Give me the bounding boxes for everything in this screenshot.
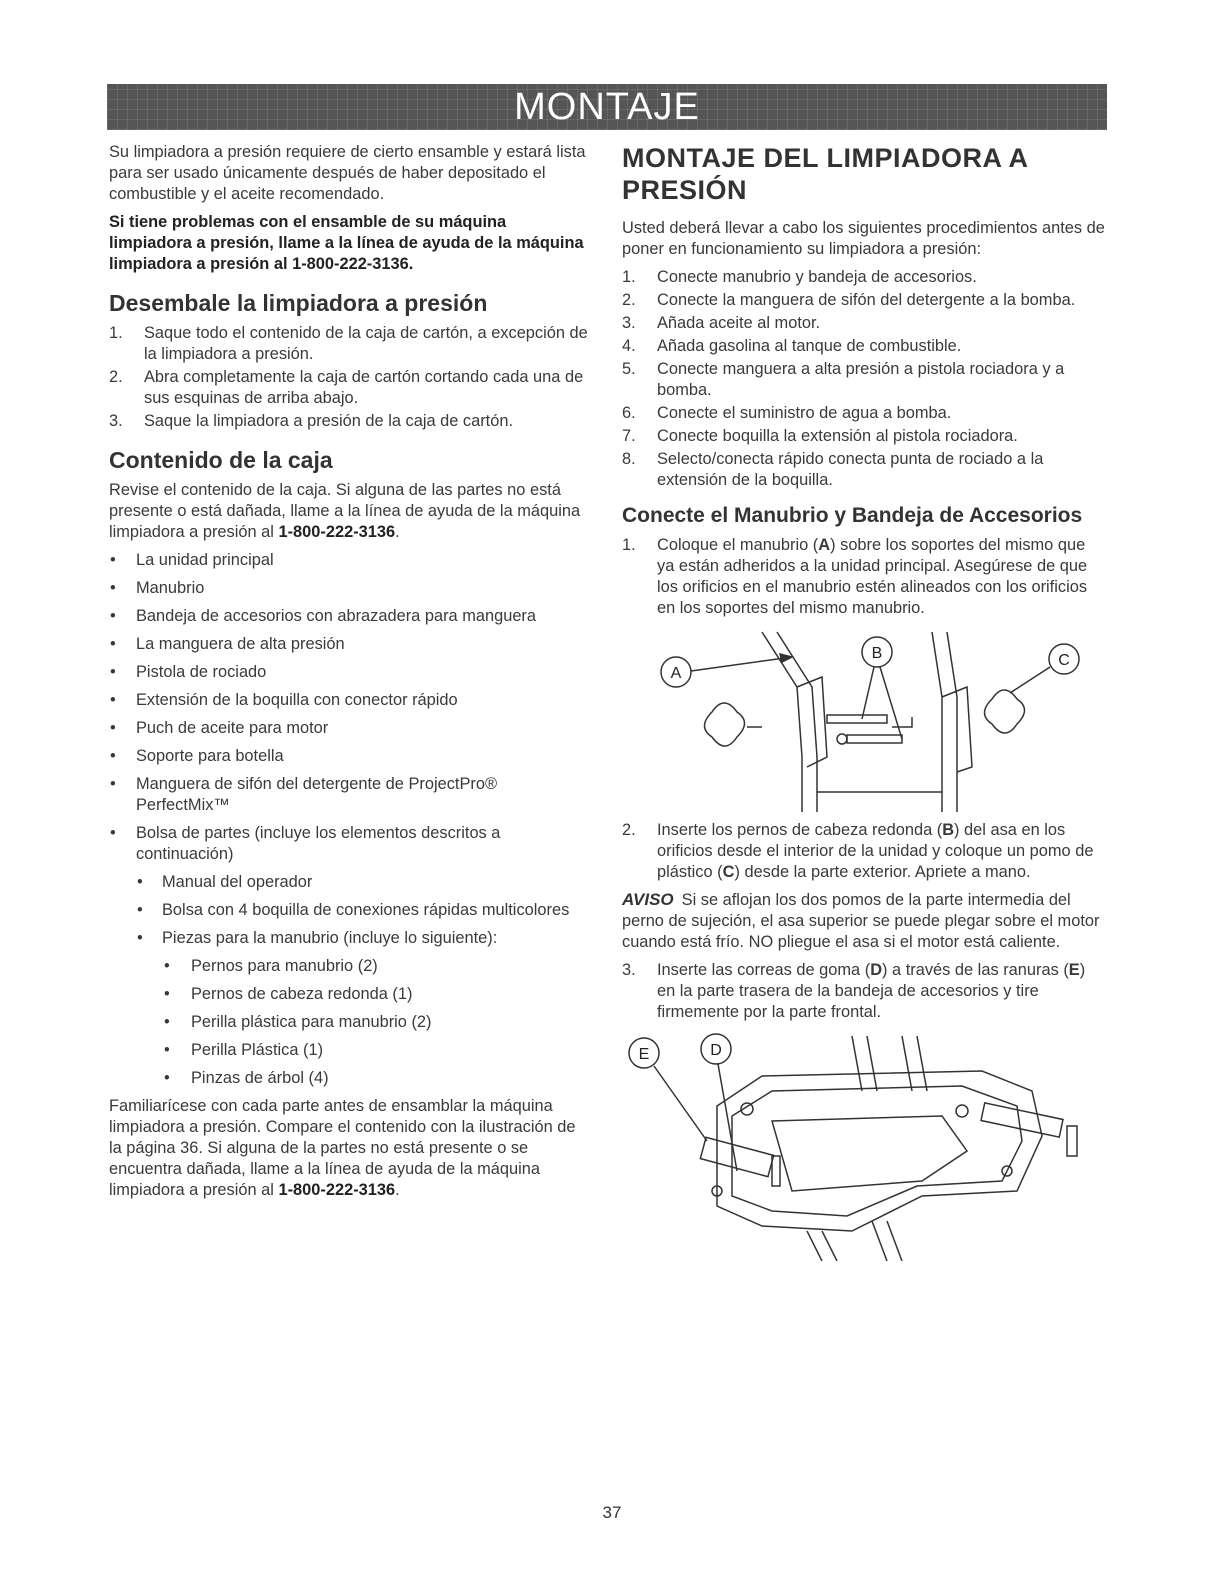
callout-c: C — [1058, 652, 1070, 669]
step-number: 2. — [109, 368, 123, 386]
contents-list — [109, 550, 589, 865]
list-item — [622, 426, 1107, 447]
list-item: • Piezas para la manubrio (incluye lo siguiente): — [109, 928, 589, 949]
section-banner — [107, 84, 1107, 130]
list-item — [622, 820, 1107, 883]
banner-title: MONTAJE — [514, 86, 700, 128]
list-item — [622, 313, 1107, 334]
step-text: Añada aceite al motor. — [657, 314, 821, 332]
list-item: • La unidad principal — [109, 550, 589, 571]
step-number: 3. — [109, 412, 123, 430]
unpack-heading: Desembale la limpiadora a presión — [109, 290, 488, 316]
step-number: 8. — [622, 450, 636, 468]
list-item — [622, 449, 1107, 491]
ref-label: E — [1068, 961, 1080, 979]
contents-intro — [109, 480, 589, 543]
list-item — [622, 359, 1107, 401]
step-text: Abra completamente la caja de cartón cortando cada una de sus esquinas de arriba abajo. — [144, 368, 584, 407]
step-text: Saque todo el contenido de la caja de cartón, a excepción de la limpiadora a presión. — [144, 324, 588, 363]
list-item — [622, 290, 1107, 311]
right-column — [622, 142, 1107, 1269]
assembly-steps — [622, 267, 1107, 491]
contents-intro-text: Revise el contenido de la caja. Si alguna de las partes no está presente o está dañada, llame a la línea de ayuda de la máquina limpiadora a presión al — [109, 481, 581, 541]
step-number: 5. — [622, 360, 636, 378]
step-text: Inserte las correas de goma ( — [657, 961, 871, 979]
list-item: • Manubrio — [109, 578, 589, 599]
step-number: 2. — [622, 821, 636, 839]
handle-steps-2 — [622, 820, 1107, 883]
list-item: • Pernos de cabeza redonda (1) — [109, 984, 589, 1005]
aviso-label: AVISO — [622, 890, 674, 909]
callout-d: D — [710, 1042, 722, 1059]
step-number: 3. — [622, 314, 636, 332]
step-text: Saque la limpiadora a presión de la caja de cartón. — [144, 412, 514, 430]
aviso-text: Si se aflojan los dos pomos de la parte intermedia del perno de sujeción, el asa superior se puede plegar sobre el motor cuando está frío. NO pliegue el asa si el motor está caliente. — [622, 891, 1100, 951]
step-number: 2. — [622, 291, 636, 309]
callout-e: E — [638, 1046, 650, 1063]
assembly-heading: MONTAJE DEL LIMPIADORA A PRESIÓN — [622, 143, 1028, 205]
list-item — [622, 960, 1107, 1023]
handle-steps-3 — [622, 960, 1107, 1023]
closing-paragraph — [109, 1096, 589, 1201]
step-text: Inserte los pernos de cabeza redonda ( — [657, 821, 943, 839]
list-item: • Bolsa con 4 boquilla de conexiones rápidas multicolores — [109, 900, 589, 921]
ref-label: C — [722, 863, 735, 881]
list-item: • Pinzas de árbol (4) — [109, 1068, 589, 1089]
step-text: Conecte manubrio y bandeja de accesorios. — [657, 268, 977, 286]
step-number: 1. — [109, 324, 123, 342]
list-item — [109, 323, 589, 365]
step-text: Selecto/conecta rápido conecta punta de rociado a la extensión de la boquilla. — [657, 450, 1044, 489]
list-item — [622, 336, 1107, 357]
list-item — [622, 403, 1107, 424]
handle-assembly-figure — [622, 627, 1092, 812]
handle-heading: Conecte el Manubrio y Bandeja de Accesorios — [622, 504, 1083, 527]
list-item: • Extensión de la boquilla con conector rápido — [109, 690, 589, 711]
tray-assembly-figure — [622, 1031, 1092, 1261]
unpack-steps — [109, 323, 589, 432]
phone-number: 1-800-222-3136 — [278, 1181, 396, 1199]
page-number: 37 — [602, 1503, 622, 1522]
list-item: • La manguera de alta presión — [109, 634, 589, 655]
aviso-note — [622, 889, 1107, 953]
contents-heading: Contenido de la caja — [109, 447, 333, 473]
parts-bag-list — [109, 872, 589, 949]
list-item: • Bolsa de partes (incluye los elementos descritos a continuación) — [109, 823, 589, 865]
list-item — [622, 267, 1107, 288]
step-text: Añada gasolina al tanque de combustible. — [657, 337, 962, 355]
step-text: ) en la parte trasera de la bandeja de accesorios y tire firmemente por la parte frontal. — [657, 961, 1086, 1021]
left-column — [109, 142, 589, 1208]
ref-label: D — [870, 961, 883, 979]
step-text: ) a través de las ranuras ( — [882, 961, 1069, 979]
step-number: 7. — [622, 427, 636, 445]
list-item: • Bandeja de accesorios con abrazadera para manguera — [109, 606, 589, 627]
callout-a: A — [670, 665, 682, 682]
step-text: ) del asa en los orificios desde el interior de la unidad y coloque un pomo de plástico ( — [657, 821, 1094, 881]
callout-b: B — [871, 645, 883, 662]
list-item: • Manguera de sifón del detergente de ProjectPro® PerfectMix™ — [109, 774, 589, 816]
ref-label: B — [942, 821, 955, 839]
handle-steps-1 — [622, 535, 1107, 619]
list-item: • Perilla Plástica (1) — [109, 1040, 589, 1061]
step-text: Conecte el suministro de agua a bomba. — [657, 404, 952, 422]
phone-number: 1-800-222-3136 — [278, 523, 396, 541]
period: . — [395, 523, 400, 541]
ref-label: A — [818, 536, 831, 554]
step-number: 4. — [622, 337, 636, 355]
list-item — [109, 411, 589, 432]
list-item — [622, 535, 1107, 619]
list-item: • Puch de aceite para motor — [109, 718, 589, 739]
step-number: 6. — [622, 404, 636, 422]
step-text: Coloque el manubrio ( — [657, 536, 819, 554]
step-number: 3. — [622, 961, 636, 979]
step-text: ) sobre los soportes del mismo que ya están adheridos a la unidad principal. Asegúrese de que los orificios en el manubrio estén alineados con los orificios en los soportes del mismo manubrio. — [657, 536, 1088, 617]
step-text: Conecte manguera a alta presión a pistola rociadora y a bomba. — [657, 360, 1065, 399]
assembly-intro: Usted deberá llevar a cabo los siguientes procedimientos antes de poner en funcionamiento su limpiadora a presión: — [622, 219, 1105, 258]
list-item: • Perilla plástica para manubrio (2) — [109, 1012, 589, 1033]
list-item: • Soporte para botella — [109, 746, 589, 767]
list-item: • Pernos para manubrio (2) — [109, 956, 589, 977]
step-text: Conecte la manguera de sifón del detergente a la bomba. — [657, 291, 1076, 309]
step-text: Conecte boquilla la extensión al pistola rociadora. — [657, 427, 1018, 445]
intro-paragraph: Su limpiadora a presión requiere de cierto ensamble y estará lista para ser usado únicamente después de haber depositado el combustible y el aceite recomendado. — [109, 143, 586, 203]
step-number: 1. — [622, 536, 636, 554]
step-text: ) desde la parte exterior. Apriete a mano. — [734, 863, 1031, 881]
list-item: • Manual del operador — [109, 872, 589, 893]
closing-text: Familiarícese con cada parte antes de ensamblar la máquina limpiadora a presión. Compare el contenido con la ilustración de la página 36. Si alguna de la partes no está presente o se encuentra dañada, llame a la línea de ayuda de la máquina limpiadora a presión al — [109, 1097, 576, 1199]
step-number: 1. — [622, 268, 636, 286]
list-item — [109, 367, 589, 409]
period: . — [395, 1181, 400, 1199]
handle-parts-list — [109, 956, 589, 1089]
list-item: • Pistola de rociado — [109, 662, 589, 683]
help-note: Si tiene problemas con el ensamble de su máquina limpiadora a presión, llame a la línea de ayuda de la máquina limpiadora a presión al 1-800-222-3136. — [109, 213, 584, 273]
